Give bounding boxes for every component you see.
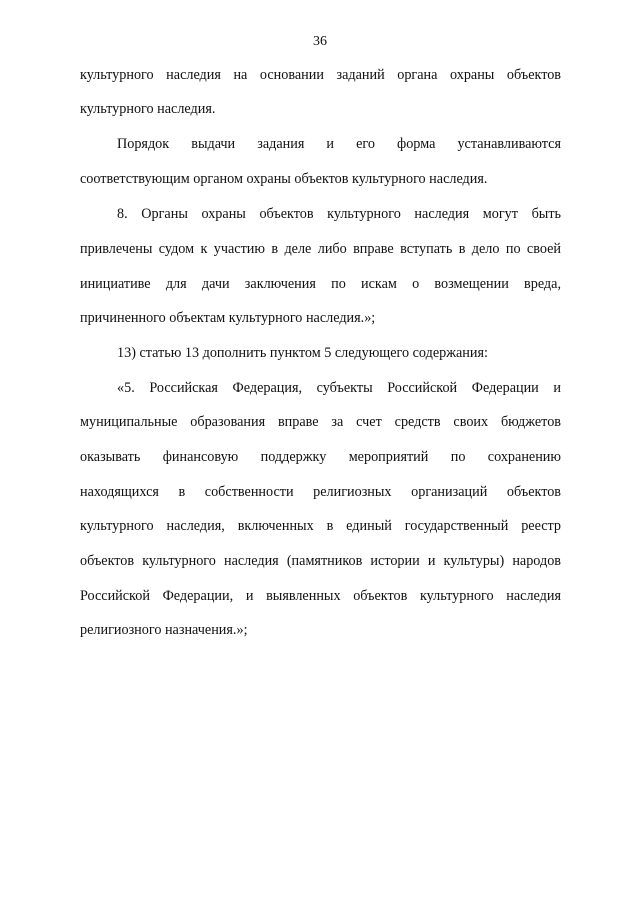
text-line: культурного наследия. bbox=[80, 101, 216, 117]
page-number: 36 bbox=[313, 34, 327, 49]
text-line: «5. Российская Федерация, субъекты Российской Федерации и bbox=[117, 380, 561, 396]
text-line: культурного наследия на основании заданий органа охраны объектов bbox=[80, 67, 561, 83]
text-line: инициативе для дачи заключения по искам о возмещении вреда, bbox=[80, 276, 561, 292]
text-line: Российской Федерации, и выявленных объектов культурного наследия bbox=[80, 588, 561, 604]
text-line: Порядок выдачи задания и его форма устанавливаются bbox=[117, 136, 561, 152]
text-line: культурного наследия, включенных в единый государственный реестр bbox=[80, 518, 561, 534]
text-line: оказывать финансовую поддержку мероприятий по сохранению bbox=[80, 449, 561, 465]
text-line: муниципальные образования вправе за счет средств своих бюджетов bbox=[80, 414, 561, 430]
text-line: соответствующим органом охраны объектов культурного наследия. bbox=[80, 171, 488, 187]
text-line: 13) статью 13 дополнить пунктом 5 следующего содержания: bbox=[117, 345, 488, 361]
text-line: религиозного назначения.»; bbox=[80, 622, 248, 638]
text-line: объектов культурного наследия (памятников истории и культуры) народов bbox=[80, 553, 561, 569]
text-line: привлечены судом к участию в деле либо вправе вступать в дело по своей bbox=[80, 241, 561, 257]
text-line: причиненного объектам культурного наследия.»; bbox=[80, 310, 376, 326]
text-line: 8. Органы охраны объектов культурного наследия могут быть bbox=[117, 206, 561, 222]
text-line: находящихся в собственности религиозных организаций объектов bbox=[80, 484, 561, 500]
